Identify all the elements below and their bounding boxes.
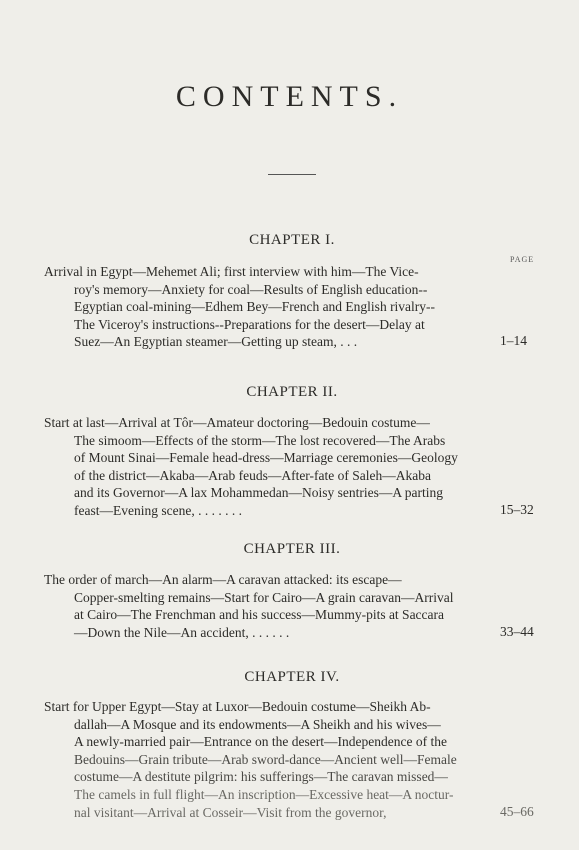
summary-line: A newly-married pair—Entrance on the desert—Independence of the (74, 734, 447, 750)
summary-line: at Cairo—The Frenchman and his success—Mummy-pits at Saccara (74, 607, 445, 623)
summary-line: nal visitant—Arrival at Cosseir—Visit from the governor, (74, 804, 387, 820)
summary-line: The order of march—An alarm—A caravan attacked: its escape— (44, 572, 402, 587)
summary-line: Suez—An Egyptian steamer—Getting up steam, . . . (74, 334, 358, 350)
summary-line: Start at last—Arrival at Tôr—Amateur doctoring—Bedouin costume— (44, 415, 430, 430)
summary-line: Egyptian coal-mining—Edhem Bey—French and English rivalry-- (74, 299, 436, 315)
summary-line: Arrival in Egypt—Mehemet Ali; first interview with him—The Vice- (44, 264, 419, 279)
page-column-heading: PAGE (510, 255, 535, 264)
summary-line: costume—A destitute pilgrim: his sufferings—The caravan missed— (74, 769, 448, 785)
chapter-heading: CHAPTER III. (243, 541, 341, 557)
summary-line: of the district—Akaba—Arab feuds—After-fate of Saleh—Akaba (74, 467, 431, 483)
summary-line: Bedouins—Grain tribute—Arab sword-dance—Ancient well—Female (74, 751, 457, 767)
summary-line: The camels in full flight—An inscription—Excessive heat—A noctur- (74, 786, 454, 802)
chapter-heading: CHAPTER IV. (244, 669, 340, 685)
page-range: 33–44 (500, 624, 534, 639)
chapter-heading: CHAPTER I. (249, 232, 335, 248)
title-rule (268, 174, 316, 175)
chapter-summary (44, 414, 496, 520)
summary-line: The Viceroy's instructions--Preparations for the desert—Delay at (74, 316, 425, 332)
summary-line: feast—Evening scene, . . . . . . . (74, 502, 242, 518)
summary-line: The simoom—Effects of the storm—The lost recovered—The Arabs (74, 432, 446, 448)
page-title: CONTENTS. (175, 80, 404, 113)
summary-line: Start for Upper Egypt—Stay at Luxor—Bedouin costume—Sheikh Ab- (44, 699, 431, 714)
page-range: 1–14 (500, 333, 527, 348)
chapter-summary (44, 571, 496, 641)
chapter-summary (44, 263, 496, 351)
page-range: 45–66 (500, 804, 534, 819)
summary-line: Copper-smelting remains—Start for Cairo—A grain caravan—Arrival (74, 589, 454, 605)
page-range: 15–32 (500, 502, 534, 517)
summary-line: of Mount Sinai—Female head-dress—Marriage ceremonies—Geology (74, 450, 458, 466)
summary-line: roy's memory—Anxiety for coal—Results of English education-- (74, 281, 428, 297)
chapter-heading: CHAPTER II. (246, 384, 338, 400)
summary-line: and its Governor—A lax Mohammedan—Noisy sentries—A parting (74, 485, 443, 501)
summary-line: dallah—A Mosque and its endowments—A Sheikh and his wives— (74, 716, 441, 732)
summary-line: —Down the Nile—An accident, . . . . . . (74, 624, 290, 640)
chapter-summary (44, 698, 496, 821)
